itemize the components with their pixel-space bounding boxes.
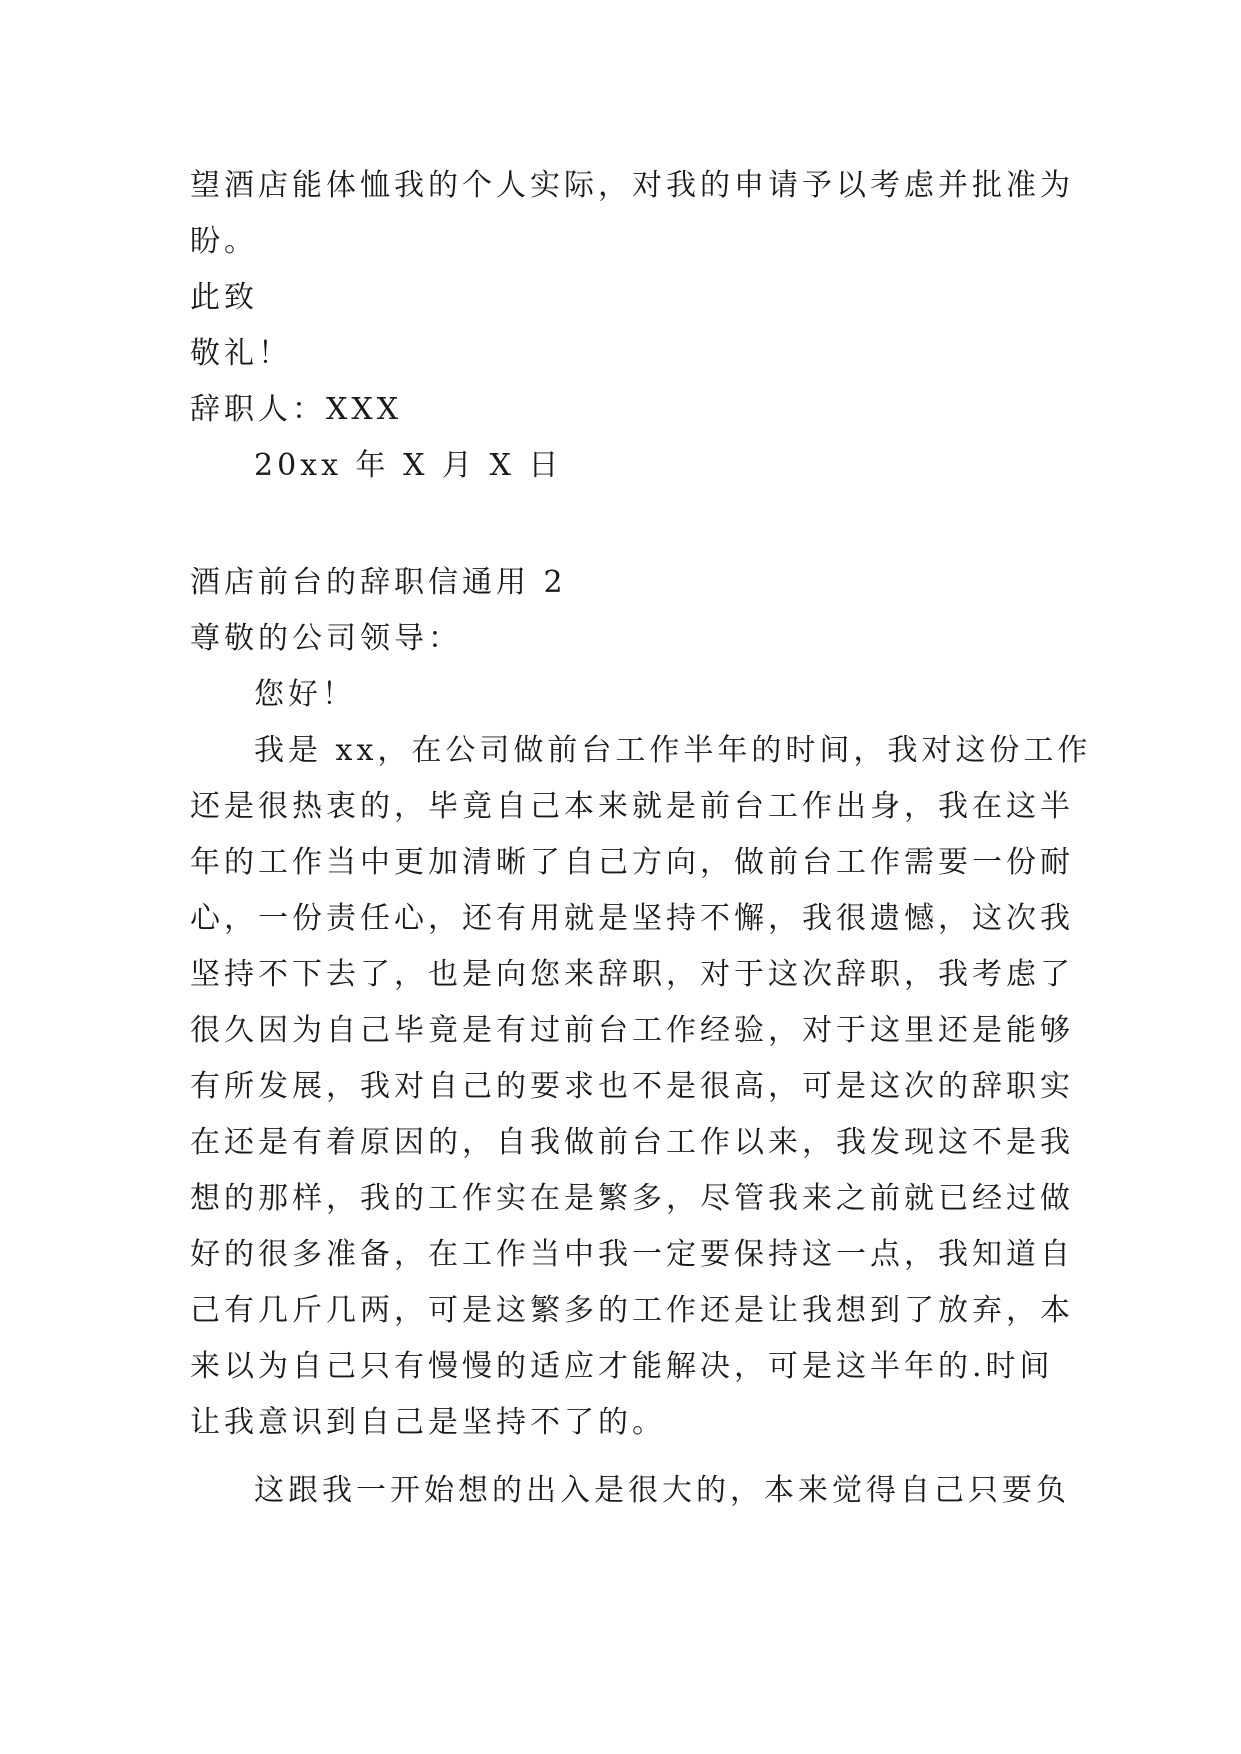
paragraph-spacer bbox=[190, 1451, 1052, 1463]
letter-title: 酒店前台的辞职信通用 2 bbox=[190, 565, 567, 600]
paragraph-line: 心，一份责任心，还有用就是坚持不懈，我很遗憾，这次我 bbox=[190, 901, 1074, 936]
paragraph-line: 想的那样，我的工作实在是繁多，尽管我来之前就已经过做 bbox=[190, 1181, 1074, 1216]
salutation-line-2: 敬礼！ bbox=[190, 336, 292, 371]
paragraph-line: 有所发展，我对自己的要求也不是很高，可是这次的辞职实 bbox=[190, 1069, 1074, 1104]
signature-line: 辞职人：XXX bbox=[190, 392, 403, 427]
paragraph-line: 坚持不下去了，也是向您来辞职，对于这次辞职，我考虑了 bbox=[190, 957, 1074, 992]
salutation-line-1: 此致 bbox=[190, 280, 258, 315]
paragraph-line: 来以为自己只有慢慢的适应才能解决，可是这半年的.时间 bbox=[190, 1349, 1054, 1384]
greeting-line: 您好！ bbox=[254, 677, 356, 712]
paragraph-line: 己有几斤几两，可是这繁多的工作还是让我想到了放弃，本 bbox=[190, 1293, 1074, 1328]
paragraph-line: 还是很热衷的，毕竟自己本来就是前台工作出身，我在这半 bbox=[190, 789, 1074, 824]
paragraph-line: 年的工作当中更加清晰了自己方向，做前台工作需要一份耐 bbox=[190, 845, 1074, 880]
date-line: 20xx 年 X 月 X 日 bbox=[254, 448, 563, 483]
paragraph-line: 这跟我一开始想的出入是很大的，本来觉得自己只要负 bbox=[254, 1473, 1070, 1508]
closing-text-line: 盼。 bbox=[190, 224, 258, 259]
paragraph-line: 让我意识到自己是坚持不了的。 bbox=[190, 1405, 666, 1440]
section-spacer bbox=[190, 494, 1052, 555]
paragraph-line: 在还是有着原因的，自我做前台工作以来，我发现这不是我 bbox=[190, 1125, 1074, 1160]
paragraph-line: 很久因为自己毕竟是有过前台工作经验，对于这里还是能够 bbox=[190, 1013, 1074, 1048]
paragraph-line: 好的很多准备，在工作当中我一定要保持这一点，我知道自 bbox=[190, 1237, 1074, 1272]
document-body bbox=[190, 158, 1092, 1519]
paragraph-line: 我是 xx，在公司做前台工作半年的时间，我对这份工作 bbox=[254, 733, 1092, 768]
addressee-line: 尊敬的公司领导： bbox=[190, 621, 462, 656]
closing-text-line: 望酒店能体恤我的个人实际，对我的申请予以考虑并批准为 bbox=[190, 168, 1074, 203]
